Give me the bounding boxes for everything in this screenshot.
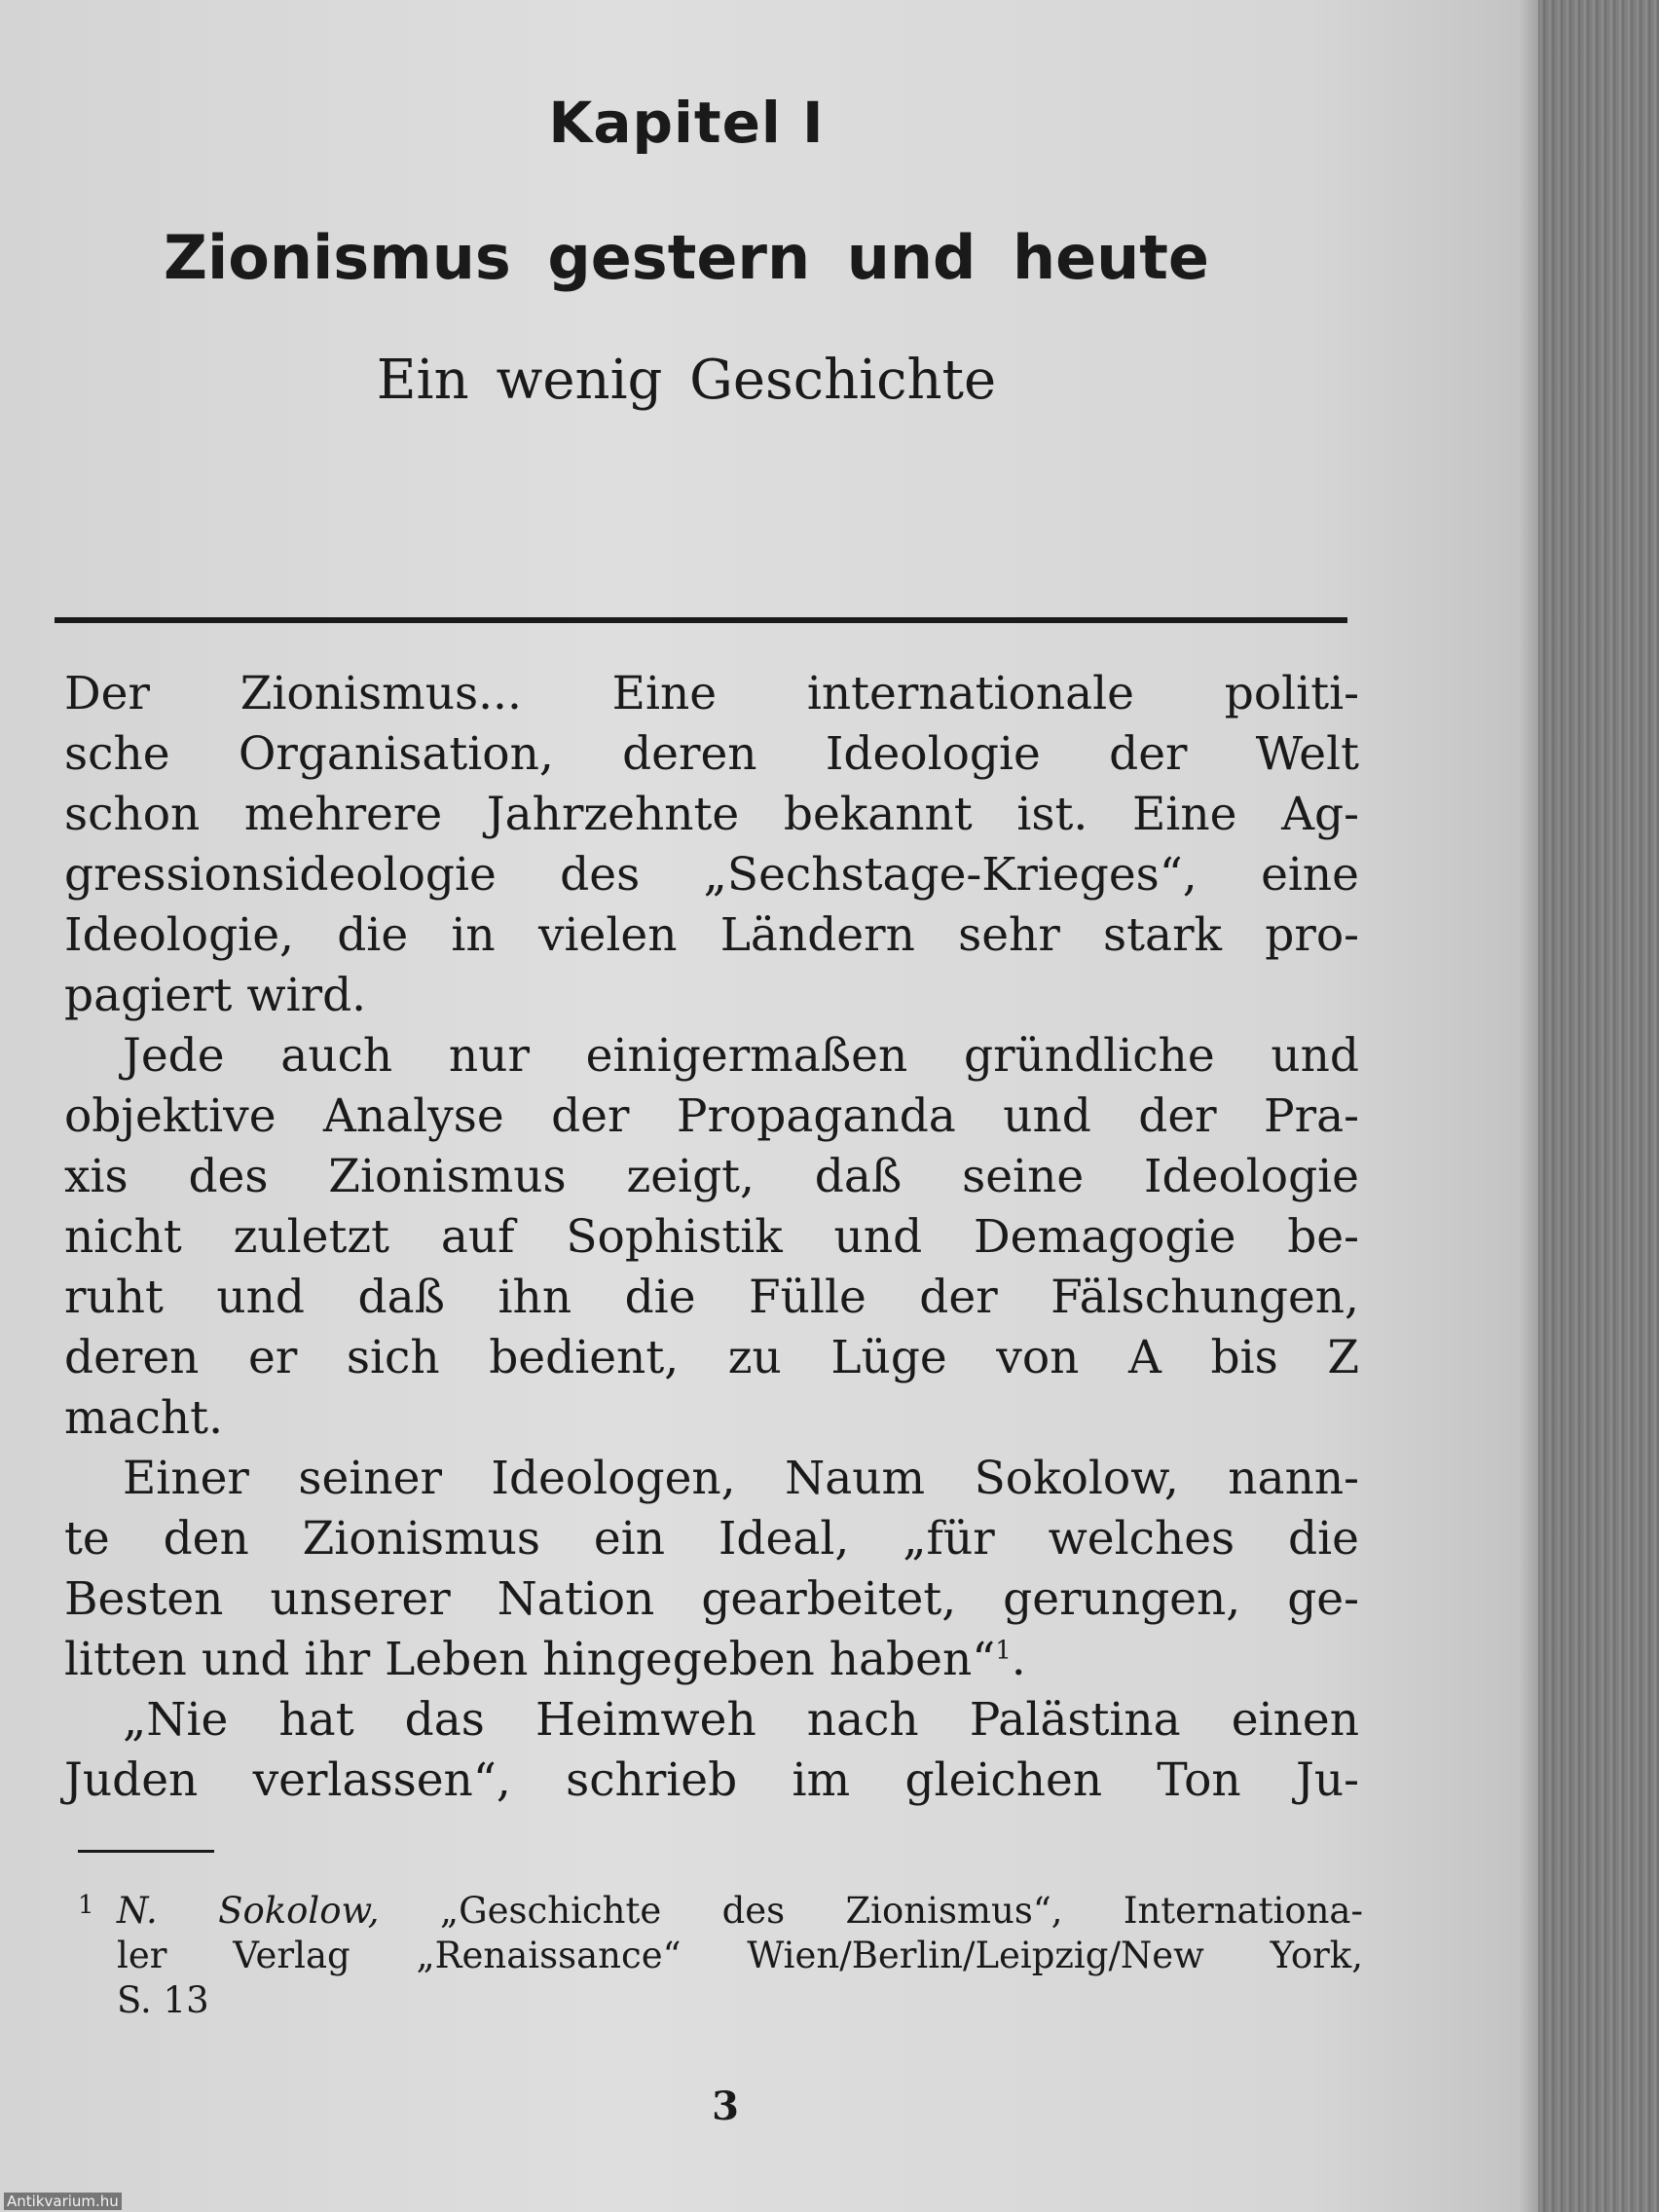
footnote-body <box>117 1889 1363 2023</box>
body-line: macht. <box>64 1391 224 1445</box>
body-line: schon mehrere Jahrzehnte bekannt ist. Eine Ag- <box>64 788 1359 841</box>
footnote-line <box>117 1889 1363 1934</box>
body-text <box>64 664 1359 1811</box>
footnote-line: ler Verlag „Renaissance“ Wien/Berlin/Leipzig/New York, <box>117 1935 1363 1976</box>
footnote-text: „Geschichte des Zionismus“, Internationa- <box>439 1890 1363 1932</box>
footnote-line: S. 13 <box>117 1979 209 2021</box>
footnote-divider <box>78 1850 214 1853</box>
body-line: ruht und daß ihn die Fülle der Fälschungen, <box>64 1271 1359 1324</box>
body-line: Der Zionismus... Eine internationale politi- <box>64 667 1359 720</box>
heading-divider <box>55 617 1347 623</box>
footnote <box>78 1889 1363 2023</box>
body-line: Einer seiner Ideologen, Naum Sokolow, nann- <box>123 1452 1359 1505</box>
body-line: „Nie hat das Heimweh nach Palästina einen <box>123 1693 1359 1747</box>
book-page-edges <box>1538 0 1659 2212</box>
body-line: gressionsideologie des „Sechstage-Krieges“, eine <box>64 848 1359 902</box>
footnote-marker: 1 <box>78 1891 94 1920</box>
body-line: objektive Analyse der Propaganda und der Pra- <box>64 1089 1359 1143</box>
body-line-with-footnote: litten und ihr Leben hingegeben haben“$^1$. <box>64 1633 1026 1686</box>
body-line: Ideologie, die in vielen Ländern sehr stark pro- <box>64 908 1359 962</box>
body-line: sche Organisation, deren Ideologie der Welt <box>64 727 1359 781</box>
body-line: xis des Zionismus zeigt, daß seine Ideologie <box>64 1150 1359 1203</box>
watermark: Antikvarium.hu <box>4 2193 122 2210</box>
chapter-subtitle: Ein wenig Geschichte <box>376 349 997 412</box>
body-line: nicht zuletzt auf Sophistik und Demagogie be- <box>64 1210 1359 1264</box>
chapter-label: Kapitel I <box>548 90 825 156</box>
body-line: te den Zionismus ein Ideal, „für welches die <box>64 1512 1359 1566</box>
page-number: 3 <box>712 2083 739 2129</box>
page-edge-shadow <box>1519 0 1538 2212</box>
body-line-text: litten und ihr Leben hingegeben haben“ <box>64 1633 996 1686</box>
footnote-reference[interactable]: 1 <box>995 1636 1012 1666</box>
body-line: pagiert wird. <box>64 969 367 1022</box>
footnote-author: N. Sokolow, <box>117 1890 380 1932</box>
body-line: deren er sich bedient, zu Lüge von A bis Z <box>64 1331 1359 1384</box>
chapter-title: Zionismus gestern und heute <box>164 222 1209 293</box>
body-line: Jede auch nur einigermaßen gründliche und <box>123 1029 1359 1083</box>
body-line: Juden verlassen“, schrieb im gleichen Ton Ju- <box>64 1753 1359 1807</box>
body-line: Besten unserer Nation gearbeitet, gerungen, ge- <box>64 1572 1359 1626</box>
